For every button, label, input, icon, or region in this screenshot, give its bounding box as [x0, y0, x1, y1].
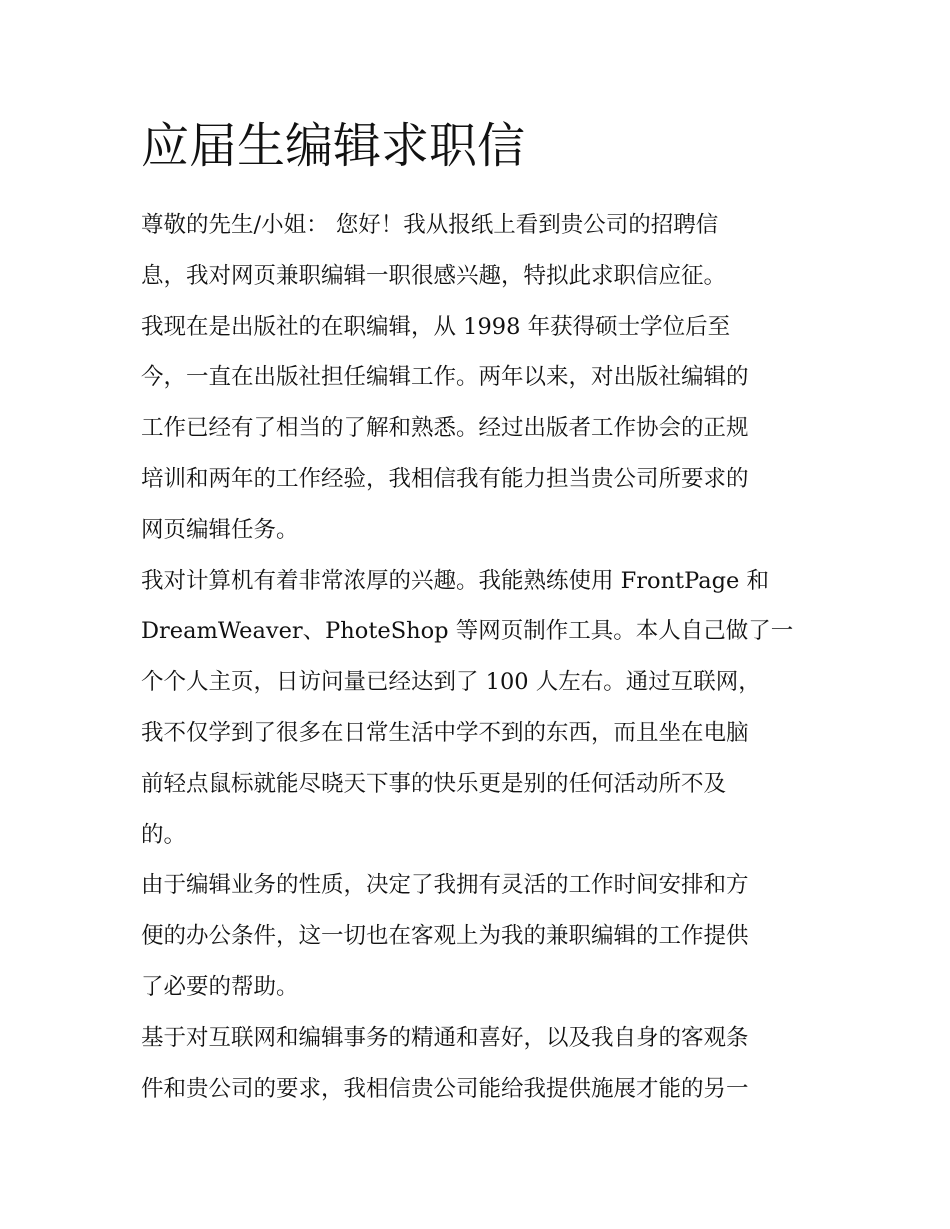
text-line: 培训和两年的工作经验，我相信我有能力担当贵公司所要求的 [141, 465, 749, 492]
text-line: 我对计算机有着非常浓厚的兴趣。我能熟练使用 FrontPage 和 [141, 567, 770, 594]
text-line: 便的办公条件，这一切也在客观上为我的兼职编辑的工作提供 [141, 923, 749, 950]
text-line: 了必要的帮助。 [141, 973, 299, 1000]
text-line: 工作已经有了相当的了解和熟悉。经过出版者工作协会的正规 [141, 415, 749, 442]
text-line: 由于编辑业务的性质，决定了我拥有灵活的工作时间安排和方 [141, 872, 749, 899]
text-line: 件和贵公司的要求，我相信贵公司能给我提供施展才能的另一 [141, 1075, 749, 1102]
text-line: 息，我对网页兼职编辑一职很感兴趣，特拟此求职信应征。 [141, 262, 727, 289]
text-line: DreamWeaver、PhoteShop 等网页制作工具。本人自己做了一 [141, 618, 794, 645]
paragraph-experience [141, 302, 811, 556]
paragraph-conclusion [141, 1013, 811, 1115]
text-line: 我不仅学到了很多在日常生活中学不到的东西，而且坐在电脑 [141, 719, 749, 746]
text-line: 个个人主页，日访问量已经达到了 100 人左右。通过互联网， [141, 669, 761, 696]
text-line: 今，一直在出版社担任编辑工作。两年以来，对出版社编辑的 [141, 364, 749, 391]
document-body [141, 112, 811, 1114]
document-title: 应届生编辑求职信 [141, 118, 526, 174]
text-line: 尊敬的先生/小姐： 您好！我从报纸上看到贵公司的招聘信 [141, 212, 719, 238]
text-line: 我现在是出版社的在职编辑，从 1998 年获得硕士学位后至 [141, 313, 731, 340]
paragraph-greeting [141, 200, 811, 302]
text-line: 的。 [141, 821, 187, 848]
paragraph-computer-skills [141, 556, 811, 861]
text-line: 网页编辑任务。 [141, 516, 299, 543]
paragraph-work-conditions [141, 860, 811, 1012]
text-line: 基于对互联网和编辑事务的精通和喜好，以及我自身的客观条 [141, 1024, 749, 1051]
text-line: 前轻点鼠标就能尽晓天下事的快乐更是别的任何活动所不及 [141, 770, 727, 797]
